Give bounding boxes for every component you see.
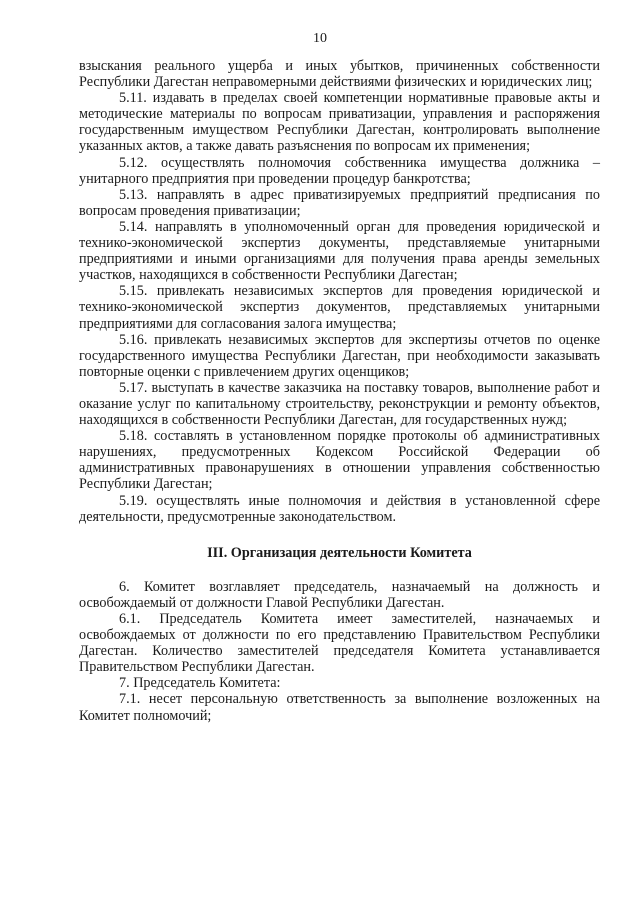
paragraph-5-16: 5.16. привлекать независимых экспертов для экспертизы отчетов по оценке государственного имущества Республики Дагестан, при необходимости заказывать повторные оценки с привлечением других оценщиков; xyxy=(79,331,600,380)
paragraph-5-11: 5.11. издавать в пределах своей компетенции нормативные правовые акты и методические материалы по вопросам приватизации, управления и распоряжения государственным имуществом Республики Дагестан, контролировать выполнение указанных актов, а также давать разъяснения по вопросам их применения; xyxy=(79,90,600,155)
paragraph-6-1: 6.1. Председатель Комитета имеет заместителей, назначаемых и освобождаемых от должности по его представлению Правительством Республики Дагестан. Количество заместителей председателя Комитета устанавливается Правительством Республики Дагестан. xyxy=(79,611,600,676)
document-body xyxy=(79,58,600,724)
paragraph-5-15: 5.15. привлекать независимых экспертов для проведения юридической и технико-экономической экспертиз документов, представляемых унитарными предприятиями для согласования залога имущества; xyxy=(79,283,600,332)
paragraph-5-17: 5.17. выступать в качестве заказчика на поставку товаров, выполнение работ и оказание услуг по капитальному строительству, реконструкции и ремонту объектов, находящихся в собственности Республики Дагестан, для государственных нужд; xyxy=(79,379,600,429)
paragraph-5-12: 5.12. осуществлять полномочия собственника имущества должника – унитарного предприятия при проведении процедур банкротства; xyxy=(79,154,600,187)
paragraph-7: 7. Председатель Комитета: xyxy=(119,675,281,692)
paragraph-7-1: 7.1. несет персональную ответственность за выполнение возложенных на Комитет полномочий; xyxy=(79,691,600,724)
paragraph-5-18: 5.18. составлять в установленном порядке протоколы об административных нарушениях, предусмотренных Кодексом Российской Федерации об административных правонарушениях в отношении управления собственностью Республики Дагестан; xyxy=(79,428,600,493)
paragraph-6: 6. Комитет возглавляет председатель, назначаемый на должность и освобождаемый от должности Главой Республики Дагестан. xyxy=(79,578,600,611)
page-number: 10 xyxy=(313,31,327,46)
paragraph-5-14: 5.14. направлять в уполномоченный орган для проведения юридической и технико-экономической экспертиз документы, представляемые унитарными предприятиями и иными организациями для получения права аренды земельных участков, находящихся в собственности Республики Дагестан; xyxy=(79,218,600,284)
paragraph-5-13: 5.13. направлять в адрес приватизируемых предприятий предписания по вопросам проведения приватизации; xyxy=(79,186,600,219)
paragraph-continuation: взыскания реального ущерба и иных убытков, причиненных собственности Республики Дагестан неправомерными действиями физических и юридических лиц; xyxy=(79,58,600,91)
section-heading: III. Организация деятельности Комитета xyxy=(207,544,472,561)
paragraph-5-19: 5.19. осуществлять иные полномочия и действия в установленной сфере деятельности, предусмотренные законодательством. xyxy=(79,492,600,525)
